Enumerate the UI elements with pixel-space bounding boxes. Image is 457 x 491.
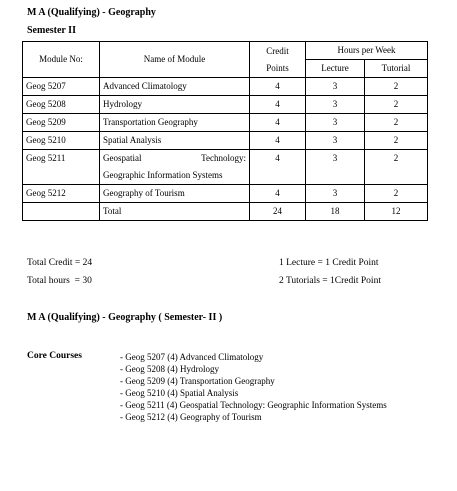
module-tutorial: 2	[365, 185, 428, 203]
total-credit-summary: Total Credit = 24	[27, 258, 93, 268]
module-lecture: 3	[306, 150, 365, 185]
module-name: Spatial Analysis	[100, 132, 250, 150]
list-item: - Geog 5210 (4) Spatial Analysis	[120, 388, 239, 398]
module-name-part-b: Technology:	[201, 153, 246, 163]
module-tutorial: 2	[365, 78, 428, 96]
total-tutorial: 12	[365, 203, 428, 221]
module-tutorial: 2	[365, 114, 428, 132]
module-lecture: 3	[306, 78, 365, 96]
list-item: - Geog 5211 (4) Geospatial Technology: Geographic Information Systems	[120, 400, 387, 410]
module-lecture: 3	[306, 185, 365, 203]
total-hours-summary: Total hours = 30	[27, 276, 92, 286]
total-lecture: 18	[306, 203, 365, 221]
module-name-line2: Geographic Information Systems	[103, 170, 223, 180]
module-lecture: 3	[306, 114, 365, 132]
list-item: - Geog 5208 (4) Hydrology	[120, 364, 219, 374]
module-lecture: 3	[306, 96, 365, 114]
module-credit: 4	[250, 96, 306, 114]
header-credit-line1: Credit	[266, 45, 289, 56]
semester-label: Semester II	[27, 25, 76, 36]
module-credit: 4	[250, 185, 306, 203]
module-name: Advanced Climatology	[100, 78, 250, 96]
list-item: - Geog 5212 (4) Geography of Tourism	[120, 412, 262, 422]
table-row	[23, 185, 428, 203]
module-name-line1	[103, 150, 246, 167]
module-name: Transportation Geography	[100, 114, 250, 132]
list-item: - Geog 5209 (4) Transportation Geography	[120, 376, 275, 386]
module-lecture: 3	[306, 132, 365, 150]
header-credit-points	[250, 42, 306, 78]
total-credit: 24	[250, 203, 306, 221]
table-row	[23, 114, 428, 132]
table-row	[23, 96, 428, 114]
module-tutorial: 2	[365, 96, 428, 114]
module-code: Geog 5207	[23, 78, 100, 96]
table-row	[23, 150, 428, 185]
module-code: Geog 5208	[23, 96, 100, 114]
module-credit: 4	[250, 132, 306, 150]
table-row	[23, 78, 428, 96]
page-title: M A (Qualifying) - Geography	[27, 7, 156, 18]
module-code: Geog 5210	[23, 132, 100, 150]
total-empty-cell	[23, 203, 100, 221]
module-name: Hydrology	[100, 96, 250, 114]
module-tutorial: 2	[365, 150, 428, 185]
header-credit-line2: Points	[266, 62, 289, 73]
module-credit: 4	[250, 78, 306, 96]
header-module-name: Name of Module	[100, 42, 250, 78]
list-item: - Geog 5207 (4) Advanced Climatology	[120, 352, 264, 362]
header-module-no: Module No:	[23, 42, 100, 78]
header-tutorial: Tutorial	[365, 60, 428, 78]
module-table	[22, 41, 428, 221]
header-lecture: Lecture	[306, 60, 365, 78]
module-code: Geog 5209	[23, 114, 100, 132]
section-heading: M A (Qualifying) - Geography ( Semester- II )	[27, 312, 223, 323]
module-name-part-a: Geospatial	[103, 153, 142, 163]
module-name	[100, 150, 250, 185]
module-name: Geography of Tourism	[100, 185, 250, 203]
module-credit: 4	[250, 150, 306, 185]
core-courses-label: Core Courses	[27, 351, 82, 361]
module-credit: 4	[250, 114, 306, 132]
table-header-row	[23, 42, 428, 60]
module-tutorial: 2	[365, 132, 428, 150]
core-courses-list	[120, 351, 387, 423]
header-hours-per-week: Hours per Week	[306, 42, 428, 60]
table-total-row	[23, 203, 428, 221]
table-row	[23, 132, 428, 150]
lecture-credit-note: 1 Lecture = 1 Credit Point	[279, 258, 379, 268]
module-code: Geog 5212	[23, 185, 100, 203]
total-label: Total	[100, 203, 250, 221]
module-code: Geog 5211	[23, 150, 100, 185]
tutorial-credit-note: 2 Tutorials = 1Credit Point	[279, 276, 381, 286]
